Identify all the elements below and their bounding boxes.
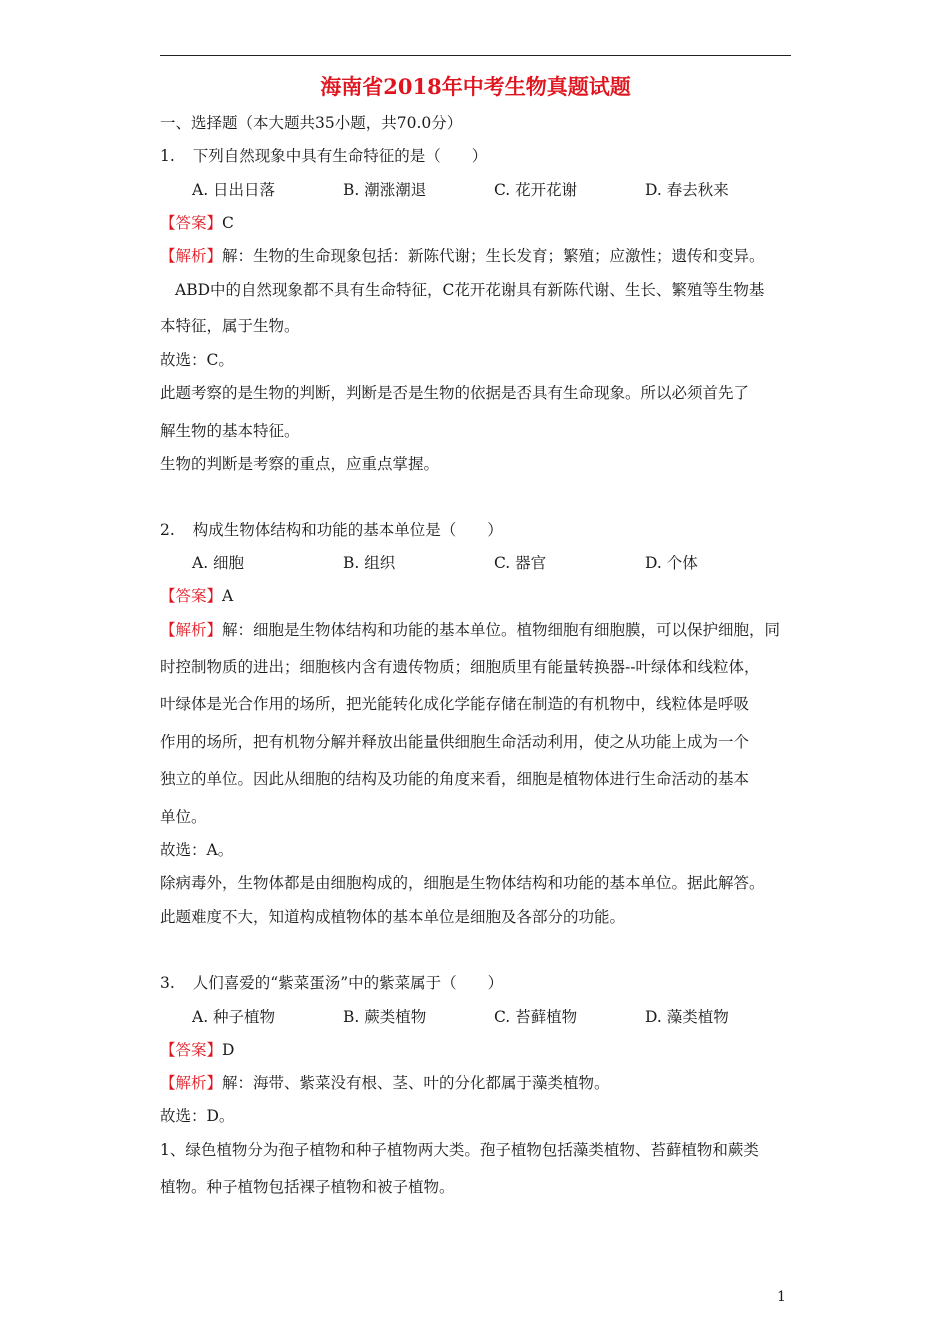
analysis-text: 植物。种子植物包括裸子植物和被子植物。	[160, 1178, 455, 1196]
page-number: 1	[777, 1289, 786, 1305]
analysis-line	[160, 1072, 610, 1094]
question-2	[160, 519, 503, 541]
analysis-text: 1、绿色植物分为孢子植物和种子植物两大类。孢子植物包括藻类植物、苔藓植物和蕨类	[160, 1141, 759, 1159]
option-d: D. 个体	[645, 554, 698, 572]
analysis-text: 解：海带、紫菜没有根、茎、叶的分化都属于藻类植物。	[222, 1074, 610, 1092]
analysis-text: 叶绿体是光合作用的场所，把光能转化成化学能存储在制造的有机物中，线粒体是呼吸	[160, 695, 750, 713]
option-d: D. 春去秋来	[645, 181, 729, 199]
analysis-text: 解：细胞是生物体结构和功能的基本单位。植物细胞有细胞膜，可以保护细胞，同	[222, 621, 781, 639]
answer-line	[160, 1039, 234, 1061]
option-a: A. 种子植物	[192, 1008, 276, 1026]
analysis-tag: 【解析】	[160, 247, 223, 265]
analysis-text: 此题难度不大，知道构成植物体的基本单位是细胞及各部分的功能。	[160, 908, 626, 926]
question-number: 2.	[160, 521, 175, 539]
answer-tag: 【答案】	[160, 587, 223, 605]
question-number: 1.	[160, 147, 175, 165]
analysis-text: 故选：A。	[160, 841, 234, 859]
analysis-text: 解生物的基本特征。	[160, 422, 300, 440]
question-stem: 构成生物体结构和功能的基本单位是（ ）	[192, 521, 503, 539]
option-b: B. 潮涨潮退	[343, 181, 427, 199]
question-stem: 下列自然现象中具有生命特征的是（ ）	[192, 147, 488, 165]
analysis-text: 解：生物的生命现象包括：新陈代谢；生长发育；繁殖；应激性；遗传和变异。	[222, 247, 765, 265]
option-a: A. 日出日落	[192, 181, 276, 199]
header-rule	[160, 55, 791, 56]
analysis-text: 作用的场所，把有机物分解并释放出能量供细胞生命活动利用，使之从功能上成为一个	[160, 733, 750, 751]
analysis-text: 本特征，属于生物。	[160, 317, 300, 335]
analysis-text: 独立的单位。因此从细胞的结构及功能的角度来看，细胞是植物体进行生命活动的基本	[160, 770, 750, 788]
analysis-text: 单位。	[160, 808, 207, 826]
option-b: B. 蕨类植物	[343, 1008, 427, 1026]
answer-line	[160, 585, 233, 607]
analysis-text: 故选：C。	[160, 351, 234, 369]
question-stem: 人们喜爱的“紫菜蛋汤”中的紫菜属于（ ）	[192, 974, 504, 992]
answer-tag: 【答案】	[160, 214, 223, 232]
analysis-text: 除病毒外，生物体都是由细胞构成的，细胞是生物体结构和功能的基本单位。据此解答。	[160, 874, 765, 892]
option-d: D. 藻类植物	[645, 1008, 729, 1026]
option-a: A. 细胞	[192, 554, 245, 572]
analysis-text: 时控制物质的进出；细胞核内含有遗传物质；细胞质里有能量转换器--叶绿体和线粒体，	[160, 658, 760, 676]
answer-value: D	[222, 1041, 235, 1059]
answer-line	[160, 212, 234, 234]
answer-value: C	[222, 214, 234, 232]
option-b: B. 组织	[343, 554, 396, 572]
question-1	[160, 145, 487, 167]
answer-value: A	[222, 587, 234, 605]
analysis-text: ABD中的自然现象都不具有生命特征，C花开花谢具有新陈代谢、生长、繁殖等生物基	[175, 281, 765, 299]
analysis-text: 生物的判断是考察的重点，应重点掌握。	[160, 455, 440, 473]
option-c: C. 器官	[494, 554, 547, 572]
answer-tag: 【答案】	[160, 1041, 223, 1059]
section-heading: 一、选择题（本大题共35小题，共70.0分）	[160, 114, 463, 132]
analysis-line	[160, 619, 780, 641]
page-title: 海南省2018年中考生物真题试题	[320, 74, 631, 99]
question-number: 3.	[160, 974, 175, 992]
analysis-tag: 【解析】	[160, 1074, 223, 1092]
question-3	[160, 972, 503, 994]
option-c: C. 花开花谢	[494, 181, 578, 199]
analysis-line	[160, 245, 765, 267]
analysis-tag: 【解析】	[160, 621, 223, 639]
analysis-text: 故选：D。	[160, 1107, 235, 1125]
analysis-text: 此题考察的是生物的判断，判断是否是生物的依据是否具有生命现象。所以必须首先了	[160, 384, 750, 402]
option-c: C. 苔藓植物	[494, 1008, 578, 1026]
